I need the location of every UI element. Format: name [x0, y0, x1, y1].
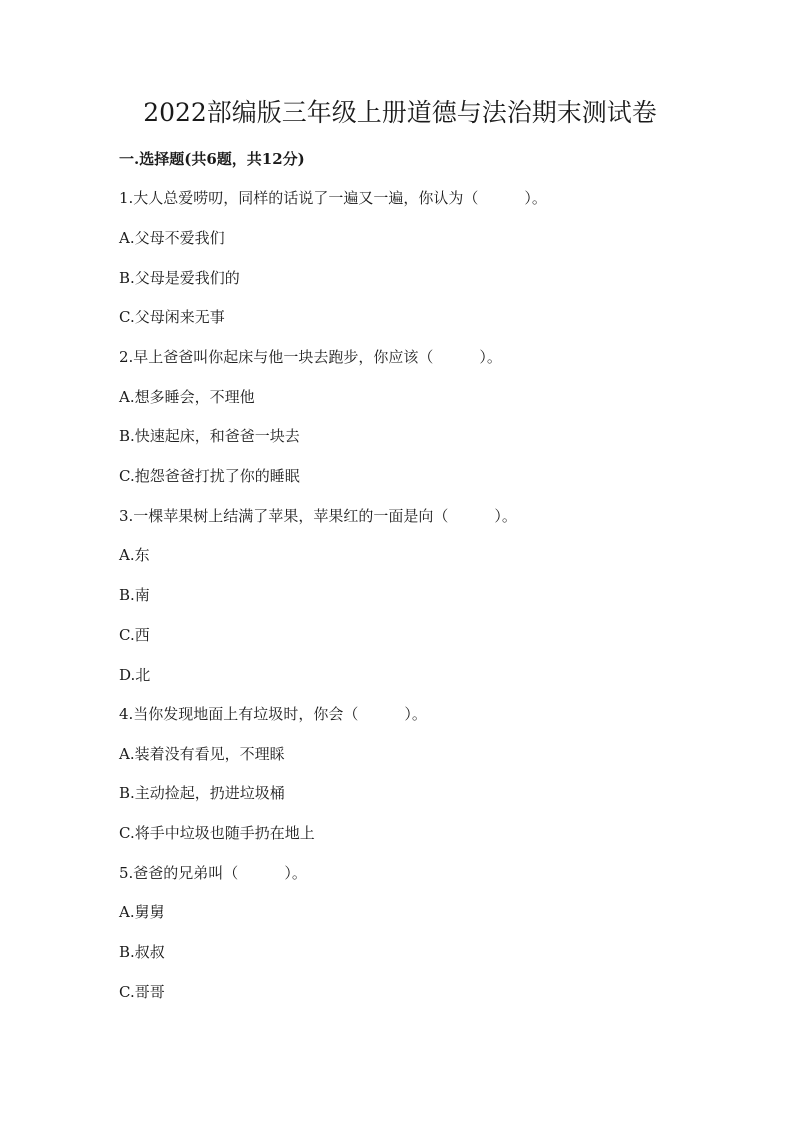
question-2 — [119, 346, 502, 368]
question-4 — [119, 703, 427, 725]
question-stem: 4.当你发现地面上有垃圾时，你会（ — [119, 705, 359, 723]
question-stem: 3.一棵苹果树上结满了苹果，苹果红的一面是向（ — [119, 507, 449, 525]
question-stem-end: ）。 — [479, 348, 502, 366]
question-3 — [119, 505, 517, 527]
option-5b: B.叔叔 — [119, 943, 165, 961]
option-4c: C.将手中垃圾也随手扔在地上 — [119, 824, 315, 842]
option-3a: A.东 — [119, 546, 150, 564]
option-2a: A.想多睡会，不理他 — [119, 388, 255, 406]
question-stem: 2.早上爸爸叫你起床与他一块去跑步，你应该（ — [119, 348, 434, 366]
question-1 — [119, 187, 547, 209]
option-2b: B.快速起床，和爸爸一块去 — [119, 427, 300, 445]
question-stem: 1.大人总爱唠叨，同样的话说了一遍又一遍，你认为（ — [119, 189, 479, 207]
option-3c: C.西 — [119, 626, 150, 644]
question-5 — [119, 862, 307, 884]
question-stem-end: ）。 — [404, 705, 427, 723]
option-3d: D.北 — [119, 666, 151, 684]
option-5c: C.哥哥 — [119, 983, 165, 1001]
option-1c: C.父母闲来无事 — [119, 308, 225, 326]
question-stem: 5.爸爸的兄弟叫（ — [119, 864, 239, 882]
question-stem-end: ）。 — [524, 189, 547, 207]
option-4b: B.主动捡起，扔进垃圾桶 — [119, 784, 285, 802]
option-2c: C.抱怨爸爸打扰了你的睡眠 — [119, 467, 300, 485]
section-heading: 一.选择题(共6题，共12分) — [119, 150, 305, 168]
question-stem-end: ）。 — [494, 507, 517, 525]
option-4a: A.装着没有看见，不理睬 — [119, 745, 285, 763]
option-3b: B.南 — [119, 586, 150, 604]
exam-title: 2022部编版三年级上册道德与法治期末测试卷 — [143, 98, 657, 127]
option-5a: A.舅舅 — [119, 903, 165, 921]
question-stem-end: ）。 — [284, 864, 307, 882]
option-1b: B.父母是爱我们的 — [119, 269, 240, 287]
option-1a: A.父母不爱我们 — [119, 229, 225, 247]
